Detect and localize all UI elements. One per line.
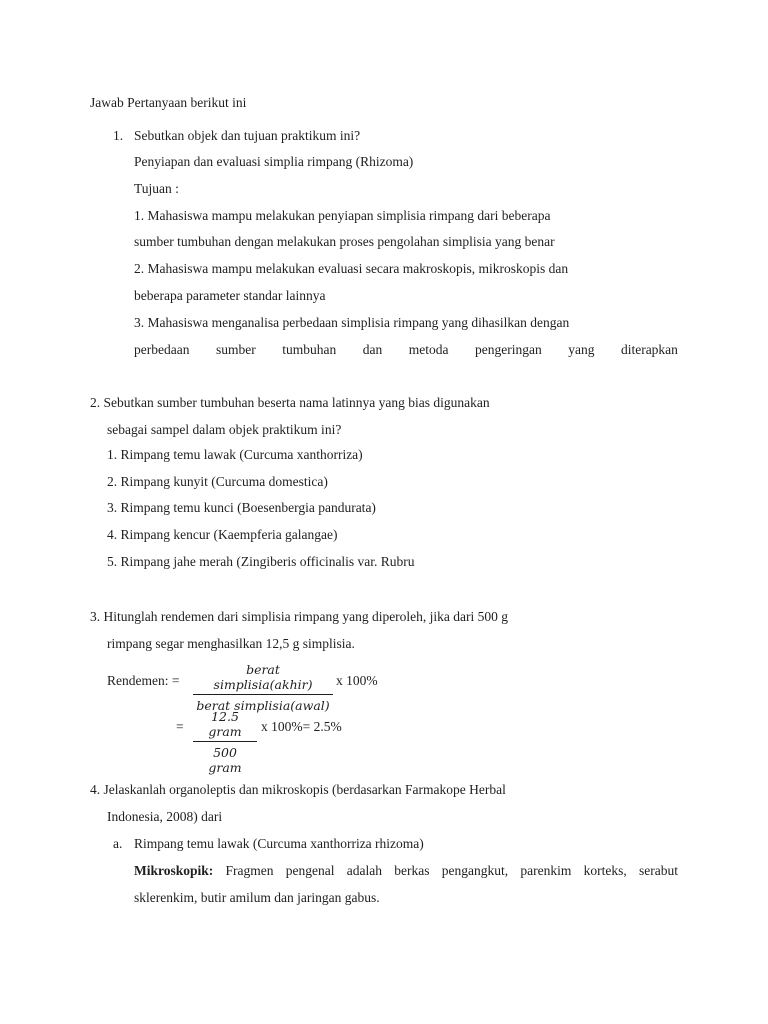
times-100-percent: x 100% <box>336 673 378 688</box>
q1-question: Sebutkan objek dan tujuan praktikum ini? <box>134 128 361 143</box>
fraction-bar <box>193 741 257 742</box>
word: serabut <box>638 863 678 878</box>
word: diterapkan <box>620 342 678 357</box>
q1-goal-1-line-2: sumber tumbuhan dengan melakukan proses pengolahan simplisia yang benar <box>134 234 555 249</box>
fraction-denominator: 500 gram <box>208 745 242 775</box>
q3-question-line-1: 3. Hitunglah rendemen dari simplisia rimpang yang diperoleh, jika dari 500 g <box>90 609 509 624</box>
word: pengangkut, <box>441 863 509 878</box>
word: parenkim <box>520 863 572 878</box>
q2-question-line-1: 2. Sebutkan sumber tumbuhan beserta nama latinnya yang bias digunakan <box>90 395 490 410</box>
rendemen-label: Rendemen: = <box>107 673 180 688</box>
word: yang <box>568 342 595 357</box>
word: sumber <box>215 342 256 357</box>
rendemen-fraction <box>193 662 333 713</box>
q1-goal-2-line-1: 2. Mahasiswa mampu melakukan evaluasi secara makroskopis, mikroskopis dan <box>134 261 569 276</box>
fraction-numerator: 12.5 gram <box>208 709 242 739</box>
q2-item: 2. Rimpang kunyit (Curcuma domestica) <box>107 474 328 489</box>
q1-answer: Penyiapan dan evaluasi simplia rimpang (Rhizoma) <box>134 154 414 169</box>
calculation-fraction <box>193 709 257 775</box>
calculation-result: x 100%= 2.5% <box>261 719 342 734</box>
fraction-denominator: berat simplisia(awal) <box>196 698 330 713</box>
word: Fragmen <box>225 863 274 878</box>
q3-question-line-2: rimpang segar menghasilkan 12,5 g simplisia. <box>107 636 355 651</box>
fraction-numerator: berat simplisia(akhir) <box>213 662 313 692</box>
q2-item: 3. Rimpang temu kunci (Boesenbergia pandurata) <box>107 500 376 515</box>
word: metoda <box>408 342 449 357</box>
q2-item: 5. Rimpang jahe merah (Zingiberis officinalis var. Rubru <box>107 554 415 569</box>
q4-question-line-2: Indonesia, 2008) dari <box>107 809 223 824</box>
word: dan <box>362 342 383 357</box>
q1-tujuan-label: Tujuan : <box>134 181 179 196</box>
mikroskopik-label: Mikroskopik: <box>134 863 214 878</box>
word: perbedaan <box>134 342 190 357</box>
word: pengenal <box>285 863 335 878</box>
word: adalah <box>346 863 382 878</box>
q4-item-a-text: Rimpang temu lawak (Curcuma xanthorriza rhizoma) <box>134 836 424 851</box>
q1-goal-3-line-2 <box>134 342 678 358</box>
q2-item: 4. Rimpang kencur (Kaempferia galangae) <box>107 527 338 542</box>
word: berkas <box>394 863 430 878</box>
mikroskopik-line-1 <box>134 863 678 879</box>
q2-item: 1. Rimpang temu lawak (Curcuma xanthorriza) <box>107 447 363 462</box>
equals-sign: = <box>176 719 184 734</box>
q1-goal-1-line-1: 1. Mahasiswa mampu melakukan penyiapan simplisia rimpang dari beberapa <box>134 208 551 223</box>
q4-question-line-1: 4. Jelaskanlah organoleptis dan mikroskopis (berdasarkan Farmakope Herbal <box>90 782 506 797</box>
q1-goal-3-line-1: 3. Mahasiswa menganalisa perbedaan simplisia rimpang yang dihasilkan dengan <box>134 315 570 330</box>
fraction-bar <box>193 694 333 695</box>
word: korteks, <box>583 863 627 878</box>
q2-question-line-2: sebagai sampel dalam objek praktikum ini? <box>107 422 342 437</box>
mikroskopik-line-2: sklerenkim, butir amilum dan jaringan gabus. <box>134 890 380 905</box>
q4-item-a-label: a. <box>113 836 123 851</box>
word: pengeringan <box>474 342 542 357</box>
q1-goal-2-line-2: beberapa parameter standar lainnya <box>134 288 326 303</box>
word: tumbuhan <box>282 342 337 357</box>
intro-text: Jawab Pertanyaan berikut ini <box>90 95 247 110</box>
q1-number: 1. <box>113 128 124 143</box>
